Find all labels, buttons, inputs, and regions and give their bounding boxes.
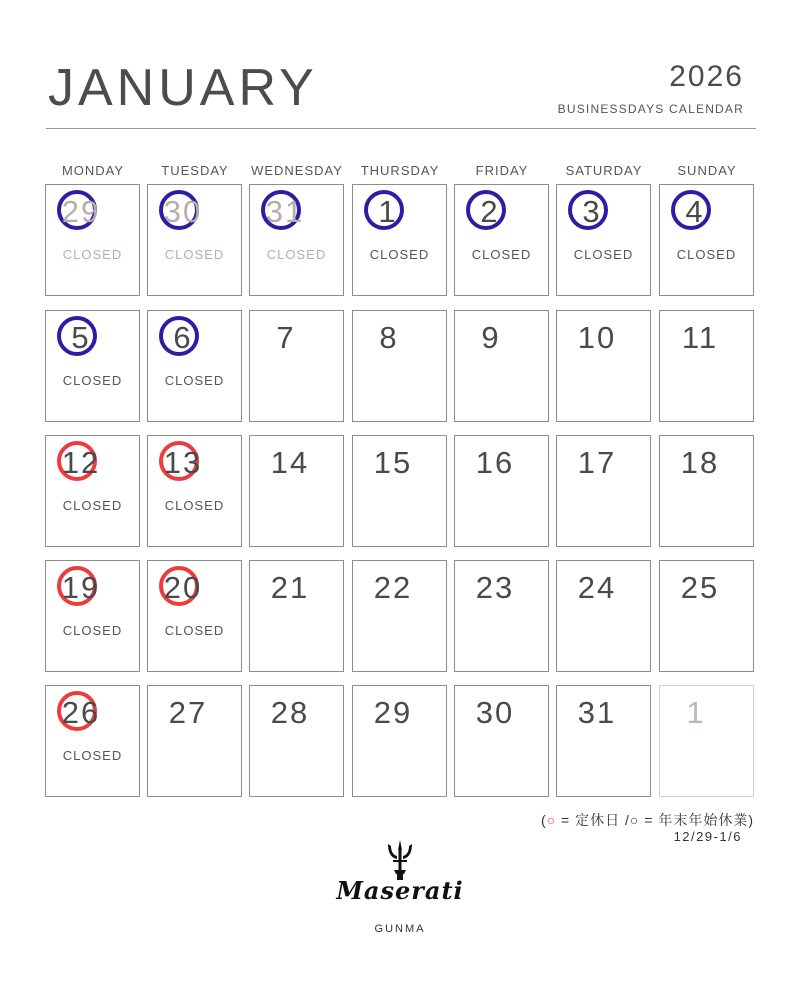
- day-cell: [147, 184, 242, 296]
- day-number: 30: [475, 695, 515, 730]
- day-number: 14: [270, 445, 310, 480]
- day-number: 5: [71, 320, 91, 355]
- legend-new-year-holiday: 年末年始休業: [658, 812, 749, 828]
- closed-label: CLOSED: [164, 373, 225, 388]
- year: 2026: [669, 60, 744, 93]
- closed-label: CLOSED: [164, 623, 225, 638]
- day-number: 31: [265, 194, 305, 229]
- day-cell: [147, 685, 242, 797]
- day-number: 13: [163, 445, 203, 480]
- day-number: 30: [163, 194, 203, 229]
- day-number: 26: [61, 695, 101, 730]
- day-number: 1: [378, 194, 398, 229]
- day-cell: [659, 184, 754, 296]
- day-number: 24: [577, 570, 617, 605]
- holiday-range: 12/29-1/6: [673, 829, 742, 844]
- weekday-tuesday: TUESDAY: [161, 163, 229, 178]
- day-number: 1: [686, 695, 706, 730]
- weekday-monday: MONDAY: [61, 163, 125, 178]
- day-cell: [249, 310, 344, 422]
- day-number: 29: [373, 695, 413, 730]
- day-number: 12: [61, 445, 101, 480]
- day-cell: [352, 685, 447, 797]
- day-cell: [249, 184, 344, 296]
- day-number: 7: [276, 320, 296, 355]
- dealer-location: GUNMA: [374, 923, 426, 935]
- weekday-sunday: SUNDAY: [677, 163, 737, 178]
- day-number: 9: [481, 320, 501, 355]
- day-cell: [45, 685, 140, 797]
- day-cell: [659, 435, 754, 547]
- day-cell: [659, 560, 754, 672]
- legend-open-paren: (: [541, 812, 547, 828]
- day-cell: [352, 435, 447, 547]
- day-number: 18: [680, 445, 720, 480]
- closed-label: CLOSED: [676, 247, 737, 262]
- day-number: 21: [270, 570, 310, 605]
- day-cell: [352, 560, 447, 672]
- day-cell: [659, 310, 754, 422]
- day-cell: [352, 184, 447, 296]
- closed-label: CLOSED: [471, 247, 532, 262]
- day-number: 4: [685, 194, 705, 229]
- day-number: 11: [681, 320, 719, 355]
- day-number: 16: [475, 445, 515, 480]
- legend-regular-holiday: 定休日: [575, 812, 621, 828]
- legend: [541, 810, 754, 830]
- day-number: 3: [582, 194, 602, 229]
- legend-red-circle-icon: ○: [546, 812, 557, 828]
- closed-label: CLOSED: [573, 247, 634, 262]
- closed-label: CLOSED: [62, 247, 123, 262]
- closed-label: CLOSED: [62, 748, 123, 763]
- day-number: 23: [475, 570, 515, 605]
- legend-close-paren: ): [748, 812, 754, 828]
- day-cell: [454, 685, 549, 797]
- day-cell: [352, 310, 447, 422]
- day-number: 6: [173, 320, 193, 355]
- day-number: 17: [577, 445, 617, 480]
- day-number: 20: [163, 570, 203, 605]
- day-cell: [147, 435, 242, 547]
- day-number: 8: [379, 320, 399, 355]
- month-title: JANUARY: [48, 59, 318, 117]
- closed-label: CLOSED: [62, 498, 123, 513]
- day-number: 19: [61, 570, 101, 605]
- day-cell: [45, 184, 140, 296]
- day-cell: [147, 310, 242, 422]
- weekday-friday: FRIDAY: [475, 163, 529, 178]
- day-number: 15: [373, 445, 413, 480]
- closed-label: CLOSED: [62, 623, 123, 638]
- day-number: 22: [373, 570, 413, 605]
- closed-label: CLOSED: [62, 373, 123, 388]
- day-number: 10: [577, 320, 617, 355]
- closed-label: CLOSED: [164, 498, 225, 513]
- day-cell: [249, 435, 344, 547]
- day-cell: [45, 560, 140, 672]
- day-cell: [45, 435, 140, 547]
- closed-label: CLOSED: [369, 247, 430, 262]
- day-cell: [454, 184, 549, 296]
- legend-equals-1: =: [561, 812, 571, 828]
- day-number: 2: [480, 194, 500, 229]
- day-cell: [45, 310, 140, 422]
- day-cell: [556, 685, 651, 797]
- weekday-wednesday: WEDNESDAY: [251, 163, 343, 178]
- day-number: 25: [680, 570, 720, 605]
- day-cell: [556, 310, 651, 422]
- day-number: 28: [270, 695, 310, 730]
- maserati-wordmark: Maserati: [336, 876, 464, 905]
- weekday-thursday: THURSDAY: [360, 163, 440, 178]
- day-cell: [659, 685, 754, 797]
- day-number: 29: [61, 194, 101, 229]
- day-cell: [454, 560, 549, 672]
- day-cell: [147, 560, 242, 672]
- weekday-saturday: SATURDAY: [565, 163, 643, 178]
- day-cell: [454, 310, 549, 422]
- legend-equals-2: =: [644, 812, 654, 828]
- day-cell: [556, 560, 651, 672]
- day-cell: [249, 560, 344, 672]
- day-cell: [249, 685, 344, 797]
- calendar-subtitle: BUSINESSDAYS CALENDAR: [557, 102, 744, 116]
- day-cell: [556, 184, 651, 296]
- day-cell: [454, 435, 549, 547]
- day-number: 27: [168, 695, 208, 730]
- closed-label: CLOSED: [164, 247, 225, 262]
- day-cell: [556, 435, 651, 547]
- day-number: 31: [577, 695, 617, 730]
- legend-blue-circle-icon: ○: [629, 812, 640, 828]
- closed-label: CLOSED: [266, 247, 327, 262]
- legend-slash: /: [625, 812, 630, 828]
